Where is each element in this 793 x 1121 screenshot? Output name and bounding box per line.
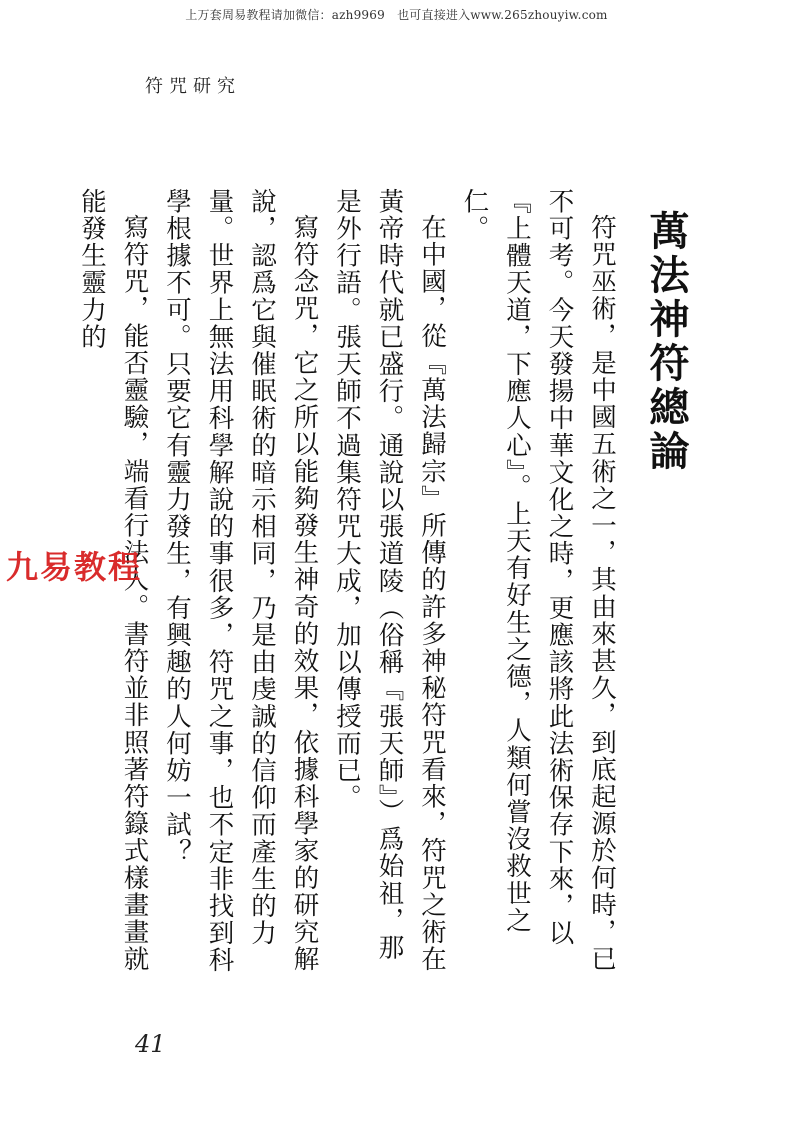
page-number: 41 [135,1030,166,1058]
paragraph-1: 符咒巫術，是中國五術之一，其由來甚久，到底起源於何時，已不可考。今天發揚中華文化之時，更應該將此法術保存下來，以『上體天道，下應人心』。上天有好生之德，人類何嘗沒救世之仁。 [459,188,617,973]
header-banner: 上万套周易教程请加微信：azh9969 也可直接进入www.265zhouyiw.com [185,8,608,22]
paragraph-4: 寫符咒，能否靈驗，端看行法人。書符並非照著符籙式樣畫畫就能發生靈力的 [77,188,150,973]
running-head: 符咒研究 [145,76,241,97]
paragraph-2: 在中國，從『萬法歸宗』所傳的許多神秘符咒看來，符咒之術在黃帝時代就已盛行。通說以張道陵（俗稱『張天師』）爲始祖，那是外行語。張天師不過集符咒大成，加以傳授而已。 [332,188,447,973]
chapter-title: 萬法神符總論 [643,210,690,474]
paragraph-3: 寫符念咒，它之所以能夠發生神奇的效果，依據科學家的研究解說，認爲它與催眠術的暗示相同，乃是由虔誠的信仰而產生的力量。世界上無法用科學解說的事很多，符咒之事，也不定非找到科學根據不可。只要它有靈力發生，有興趣的人何妨一試？ [162,188,320,974]
watermark-logo: 九易教程 [6,548,143,586]
body-text [71,188,624,988]
